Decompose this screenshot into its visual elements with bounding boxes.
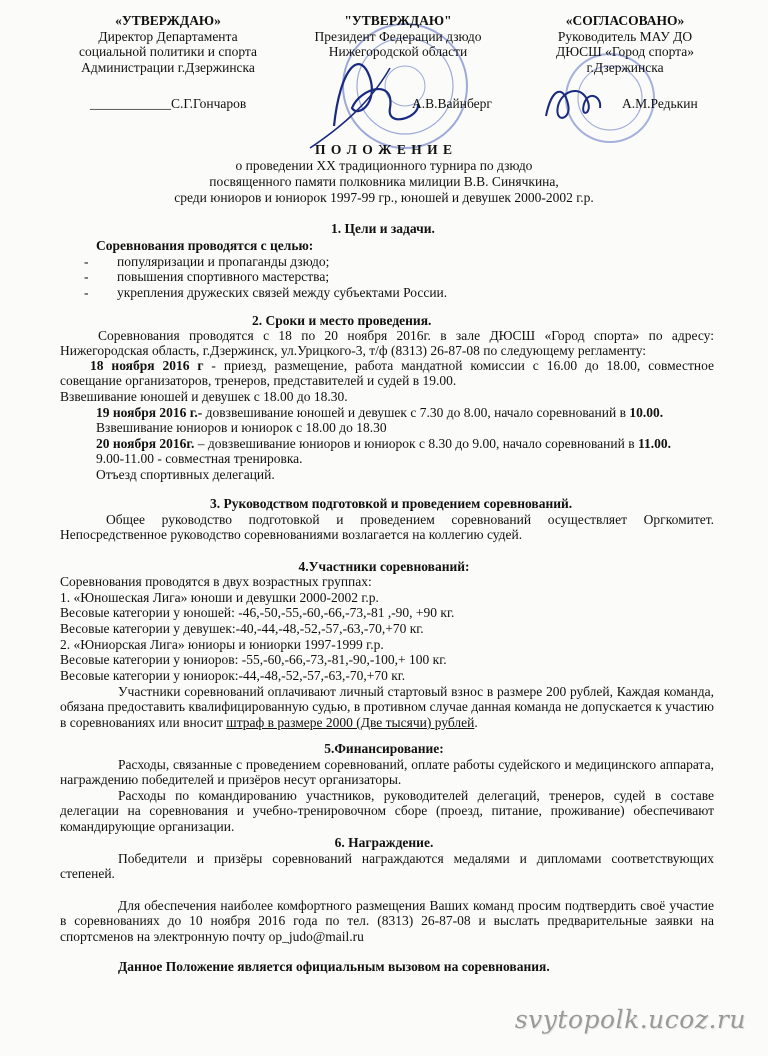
final-statement: Данное Положение является официальным вызовом на соревнования. xyxy=(118,959,550,974)
day2-weighin: Взвешивание юниоров и юниорок с 18.00 до 18.30 xyxy=(96,420,387,435)
list-item: - повышения спортивного мастерства; xyxy=(84,269,330,284)
participants-line: Соревнования проводятся в двух возрастных группах: xyxy=(60,574,372,589)
day1-text: - приезд, размещение, работа мандатной комиссии с 16.00 до 18.00, совместное совещание организаторов, тренеров, представителей и судей в 19.00. xyxy=(60,358,714,389)
day3-training: 9.00-11.00 - совместная тренировка. xyxy=(96,451,303,466)
list-item-text: укрепления дружеских связей между субъектами России. xyxy=(117,285,448,300)
participants-line: Весовые категории у юниорок:-44,-48,-52,-57,-63,-70,+70 кг. xyxy=(60,668,406,683)
list-item: - укрепления дружеских связей между субъектами России. xyxy=(84,285,448,300)
approval-title: "УТВЕРЖДАЮ" xyxy=(344,13,452,28)
day2-date: 19 ноября 2016 г.- xyxy=(96,405,203,420)
day2-text: довзвешивание юношей и девушек с 7.30 до 8.00, начало соревнований в xyxy=(202,405,630,420)
section-heading-finance: 5.Финансирование: xyxy=(324,741,444,756)
day3-date: 20 ноября 2016г. xyxy=(96,436,195,451)
section-heading-participants: 4.Участники соревнований: xyxy=(298,559,470,574)
approval-line: Нижегородской области xyxy=(328,44,468,60)
awards-paragraph: Победители и призёры соревнований награждаются медалями и дипломами соответствующих степеней. xyxy=(60,851,714,882)
day2-line xyxy=(96,405,663,420)
approval-block-president xyxy=(298,13,498,60)
subtitle-line: о проведении XX традиционного турнира по дзюдо xyxy=(235,158,533,173)
participants-line: Весовые категории у девушек:-40,-44,-48,-52,-57,-63,-70,+70 кг. xyxy=(60,621,424,636)
participants-line: 2. «Юниорская Лига» юниоры и юниорки 1997-1999 г.р. xyxy=(60,637,384,652)
document-title: П О Л О Ж Е Н И Е xyxy=(315,142,453,157)
subtitle-line: посвященного памяти полковника милиции В.В. Синячкина, xyxy=(209,174,559,189)
list-item: - популяризации и пропаганды дзюдо; xyxy=(84,254,330,269)
approval-title: «УТВЕРЖДАЮ» xyxy=(115,13,221,28)
approval-line: г.Дзержинска xyxy=(586,59,664,75)
approval-block-director xyxy=(58,13,278,75)
list-item-text: популяризации и пропаганды дзюдо; xyxy=(117,254,330,269)
day3-time: 11.00. xyxy=(637,436,671,451)
signature-line-vaynberg: А.В.Вайнберг xyxy=(412,96,492,111)
day1-weighin: Взвешивание юношей и девушек с 18.00 до 18.30. xyxy=(60,389,348,404)
watermark-text: svytopolk.ucoz.ru xyxy=(514,1005,746,1034)
section-heading-awards: 6. Награждение. xyxy=(334,835,434,850)
approval-line: Администрации г.Дзержинска xyxy=(81,59,255,75)
participants-line: 1. «Юношеская Лига» юноши и девушки 2000-2002 г.р. xyxy=(60,590,379,605)
goals-intro: Соревнования проводятся с целью: xyxy=(96,238,314,253)
fee-text: Участники соревнований оплачивают личный стартовый взнос в размере 200 рублей, Каждая команда, обязана предоставить квалифицированную судью, в противном случае данная команда не допускается к участию в соревнованиях или вносит xyxy=(60,684,714,730)
approval-line: ДЮСШ «Город спорта» xyxy=(556,44,694,60)
participants-line: Весовые категории у юниоров: -55,-60,-66,-73,-81,-90,-100,+ 100 кг. xyxy=(60,652,447,667)
dates-paragraph: Соревнования проводятся с 18 по 20 ноября 2016г. в зале ДЮСШ «Город спорта» по адресу: Нижегородская область, г.Дзержинск, ул.Урицкого-3, т/ф (8313) 26-87-08 по следующему регламенту: xyxy=(60,328,714,359)
subtitle-line: среди юниоров и юниорок 1997-99 гр., юношей и девушек 2000-2002 г.р. xyxy=(174,190,594,205)
finance-paragraph-2: Расходы по командированию участников, руководителей делегаций, тренеров, судей в составе делегации на соревнования и учебно-тренировочном сборе (проезд, питание, проживание) обеспечивают командирующие организации. xyxy=(60,788,714,834)
fine-text: штраф в размере 2000 (Две тысячи) рублей xyxy=(226,714,475,730)
section-heading-goals: 1. Цели и задачи. xyxy=(331,221,435,236)
approval-line: Руководитель МАУ ДО xyxy=(557,28,693,44)
participants-line: Весовые категории у юношей: -46,-50,-55,-60,-66,-73,-81 ,-90, +90 кг. xyxy=(60,605,455,620)
approval-line: социальной политики и спорта xyxy=(78,44,257,60)
section-heading-management: 3. Руководством подготовкой и проведением соревнований. xyxy=(210,496,573,511)
fee-paragraph xyxy=(60,684,714,730)
fee-end: . xyxy=(474,714,478,730)
day3-text: – довзвешивание юниоров и юниорок с 8.30 до 9.00, начало соревнований в xyxy=(194,436,638,451)
section-heading-dates: 2. Сроки и место проведения. xyxy=(252,313,432,328)
closing-paragraph: Для обеспечения наиболее комфортного размещения Ваших команд просим подтвердить своё участие в соревнованиях до 10 ноября 2016 года по тел. (8313) 26-87-08 и выслать предварительные заявки на спортсменов на электронную почту op_judo@mail.ru xyxy=(60,898,714,944)
approval-title: «СОГЛАСОВАНО» xyxy=(565,13,685,28)
day3-departure: Отъезд спортивных делегаций. xyxy=(96,467,275,482)
approval-line: Директор Департамента xyxy=(98,28,238,44)
list-item-text: повышения спортивного мастерства; xyxy=(117,269,330,284)
day1-paragraph xyxy=(60,358,714,389)
approval-line: Президент Федерации дзюдо xyxy=(314,28,482,44)
approval-block-agreed xyxy=(530,13,720,75)
finance-paragraph-1: Расходы, связанные с проведением соревнований, оплате работы судейского и медицинского аппарата, награждению победителей и призёров несут организаторы. xyxy=(60,757,714,788)
day1-date: 18 ноября 2016 г xyxy=(90,358,204,373)
signature-line-redkin: А.М.Редькин xyxy=(622,96,698,111)
day2-time: 10.00. xyxy=(629,405,664,420)
day3-line xyxy=(96,436,671,451)
signature-line-goncharov: ____________С.Г.Гончаров xyxy=(90,96,247,111)
management-paragraph: Общее руководство подготовкой и проведением соревнований осуществляет Оргкомитет. Непосредственное руководство соревнованиями возлагается на коллегию судей. xyxy=(60,512,714,543)
